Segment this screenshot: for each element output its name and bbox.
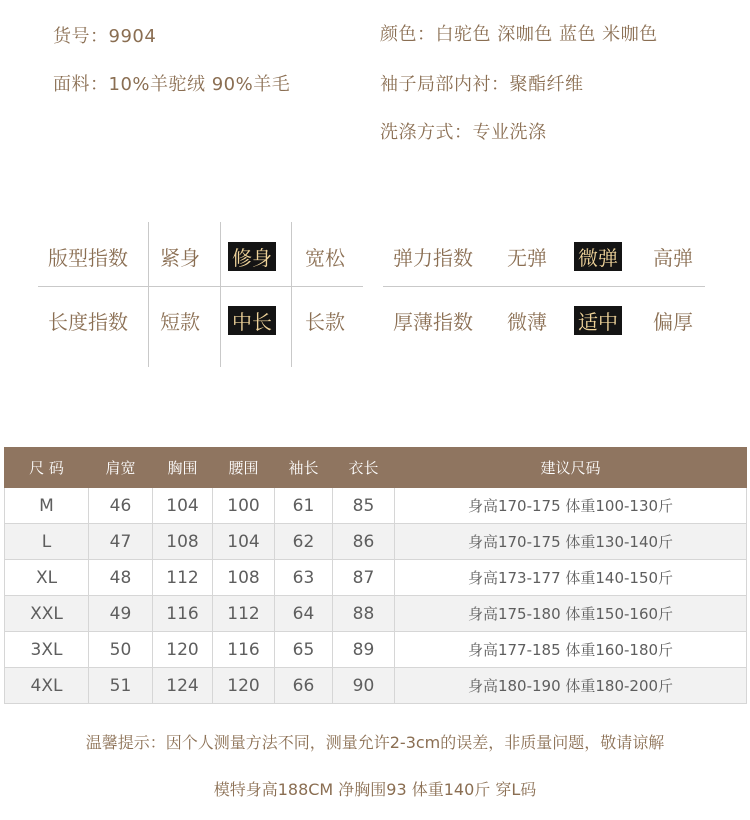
cell-size: 4XL: [5, 668, 89, 704]
thickness-option-medium-selected: 适中: [574, 306, 622, 335]
cell-recommendation: 身高170-175 体重100-130斤: [395, 488, 747, 524]
cell-chest: 112: [153, 560, 213, 596]
sleeve-lining: 袖子局部内衬：聚酯纤维: [380, 74, 584, 95]
cell-waist: 120: [213, 668, 275, 704]
fit-option-loose: 宽松: [305, 246, 345, 270]
cell-waist: 104: [213, 524, 275, 560]
elastic-index-label: 弹力指数: [393, 246, 473, 270]
table-header-row: [5, 448, 747, 488]
thickness-index-label: 厚薄指数: [393, 310, 473, 334]
grid-divider: [38, 286, 363, 287]
cell-chest: 116: [153, 596, 213, 632]
cell-shoulder: 50: [89, 632, 153, 668]
cell-size: XL: [5, 560, 89, 596]
grid-divider: [220, 222, 221, 367]
cell-sleeve: 65: [275, 632, 333, 668]
cell-size: 3XL: [5, 632, 89, 668]
cell-shoulder: 51: [89, 668, 153, 704]
cell-sleeve: 62: [275, 524, 333, 560]
cell-length: 89: [333, 632, 395, 668]
washing-method: 洗涤方式：专业洗涤: [380, 122, 547, 143]
header-sleeve: 袖长: [275, 448, 333, 488]
cell-size: M: [5, 488, 89, 524]
table-row: [5, 596, 747, 632]
elastic-option-none: 无弹: [507, 246, 547, 270]
cell-recommendation: 身高170-175 体重130-140斤: [395, 524, 747, 560]
header-length: 衣长: [333, 448, 395, 488]
cell-waist: 108: [213, 560, 275, 596]
table-row: [5, 524, 747, 560]
cell-recommendation: 身高180-190 体重180-200斤: [395, 668, 747, 704]
length-option-long: 长款: [305, 310, 345, 334]
header-size: 尺 码: [5, 448, 89, 488]
fabric-composition: 面料：10%羊驼绒 90%羊毛: [53, 74, 291, 95]
thickness-option-thin: 微薄: [507, 310, 547, 334]
cell-waist: 116: [213, 632, 275, 668]
grid-divider: [383, 286, 705, 287]
cell-length: 86: [333, 524, 395, 560]
length-option-mid-selected: 中长: [228, 306, 276, 335]
cell-shoulder: 46: [89, 488, 153, 524]
fit-option-slim-selected: 修身: [228, 242, 276, 271]
header-recommendation: 建议尺码: [395, 448, 747, 488]
cell-sleeve: 61: [275, 488, 333, 524]
cell-shoulder: 47: [89, 524, 153, 560]
cell-recommendation: 身高175-180 体重150-160斤: [395, 596, 747, 632]
table-row: [5, 560, 747, 596]
cell-chest: 120: [153, 632, 213, 668]
cell-shoulder: 48: [89, 560, 153, 596]
cell-length: 88: [333, 596, 395, 632]
table-row: [5, 632, 747, 668]
header-shoulder: 肩宽: [89, 448, 153, 488]
cell-size: XXL: [5, 596, 89, 632]
cell-recommendation: 身高177-185 体重160-180斤: [395, 632, 747, 668]
cell-size: L: [5, 524, 89, 560]
cell-sleeve: 66: [275, 668, 333, 704]
model-info: 模特身高188CM 净胸围93 体重140斤 穿L码: [213, 780, 537, 799]
cell-length: 87: [333, 560, 395, 596]
fit-option-tight: 紧身: [160, 246, 200, 270]
header-waist: 腰围: [213, 448, 275, 488]
elastic-option-slight-selected: 微弹: [574, 242, 622, 271]
color-options: 颜色：白驼色 深咖色 蓝色 米咖色: [380, 24, 658, 45]
cell-recommendation: 身高173-177 体重140-150斤: [395, 560, 747, 596]
size-chart: [4, 447, 746, 704]
cell-waist: 112: [213, 596, 275, 632]
cell-shoulder: 49: [89, 596, 153, 632]
cell-waist: 100: [213, 488, 275, 524]
elastic-option-high: 高弹: [653, 246, 693, 270]
table-row: [5, 488, 747, 524]
item-number: 货号：9904: [53, 26, 157, 47]
cell-chest: 108: [153, 524, 213, 560]
header-chest: 胸围: [153, 448, 213, 488]
cell-chest: 124: [153, 668, 213, 704]
cell-sleeve: 63: [275, 560, 333, 596]
size-table: [4, 447, 747, 704]
grid-divider: [291, 222, 292, 367]
grid-divider: [148, 222, 149, 367]
table-row: [5, 668, 747, 704]
cell-sleeve: 64: [275, 596, 333, 632]
cell-length: 90: [333, 668, 395, 704]
length-option-short: 短款: [160, 310, 200, 334]
thickness-option-thick: 偏厚: [653, 310, 693, 334]
cell-length: 85: [333, 488, 395, 524]
length-index-label: 长度指数: [48, 310, 128, 334]
cell-chest: 104: [153, 488, 213, 524]
fit-index-label: 版型指数: [48, 246, 128, 270]
measurement-tip: 温馨提示：因个人测量方法不同，测量允许2-3cm的误差，非质量问题，敬请谅解: [85, 733, 665, 752]
